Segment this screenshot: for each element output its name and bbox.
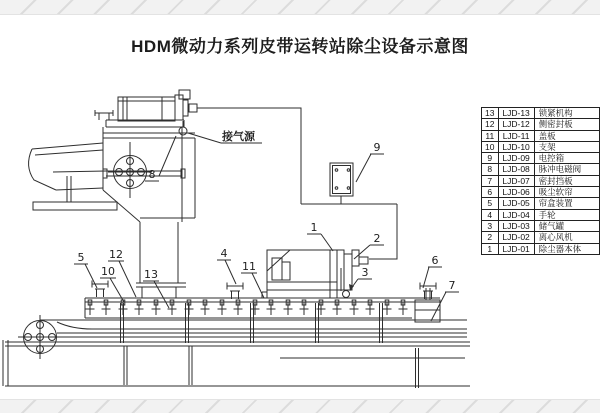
callout-6 [423, 254, 442, 288]
part-number-cell: 9 [482, 153, 499, 164]
svg-text:11: 11 [242, 260, 256, 273]
diagram-title: HDM微动力系列皮带运转站除尘设备示意图 [131, 37, 469, 56]
part-name-cell: 吸尘软帘 [534, 187, 599, 198]
part-number-cell: 4 [482, 209, 499, 220]
air-source-label: 接气源 [222, 130, 255, 143]
suction-curtain-wheel [420, 283, 436, 300]
hand-wheel [227, 283, 243, 300]
part-code-cell: LJD-13 [498, 108, 534, 119]
callout-11 [241, 260, 264, 298]
part-name-cell: 除尘器本体 [534, 243, 599, 254]
part-number-cell: 7 [482, 175, 499, 186]
callout-8 [145, 136, 176, 181]
part-code-cell: LJD-06 [498, 187, 534, 198]
callout-1 [307, 221, 333, 251]
part-code-cell: LJD-09 [498, 153, 534, 164]
part-number-cell: 1 [482, 243, 499, 254]
svg-text:3: 3 [361, 266, 369, 279]
part-code-cell: LJD-10 [498, 141, 534, 152]
part-name-cell: 储气罐 [534, 220, 599, 231]
part-name-cell: 脉冲电磁阀 [534, 164, 599, 175]
part-name-cell: 电控箱 [534, 153, 599, 164]
part-number-cell: 5 [482, 198, 499, 209]
part-code-cell: LJD-05 [498, 198, 534, 209]
part-code-cell: LJD-08 [498, 164, 534, 175]
part-code-cell: LJD-12 [498, 119, 534, 130]
part-code-cell: LJD-03 [498, 220, 534, 231]
part-number-cell: 10 [482, 141, 499, 152]
part-code-cell: LJD-11 [498, 130, 534, 141]
pulse-valve [175, 90, 197, 120]
control-box [330, 163, 353, 204]
callout-5 [74, 251, 97, 288]
svg-text:2: 2 [373, 232, 381, 245]
infeed-chute [28, 143, 117, 210]
part-number-cell: 3 [482, 220, 499, 231]
filter-box [95, 97, 184, 127]
part-code-cell: LJD-04 [498, 209, 534, 220]
part-code-cell: LJD-07 [498, 175, 534, 186]
svg-text:4: 4 [220, 247, 228, 260]
callout-2 [354, 232, 384, 259]
svg-text:9: 9 [373, 141, 381, 154]
callout-9 [356, 141, 384, 182]
part-number-cell: 12 [482, 119, 499, 130]
air-storage-tank [341, 268, 350, 298]
svg-text:8: 8 [148, 168, 156, 181]
svg-text:10: 10 [101, 265, 115, 278]
part-name-cell: 支架 [534, 141, 599, 152]
tail-pulley [18, 315, 62, 359]
part-name-cell: 帘盒装置 [534, 198, 599, 209]
svg-text:7: 7 [448, 279, 456, 292]
head-pulley [108, 142, 152, 198]
part-number-cell: 11 [482, 130, 499, 141]
part-number-cell: 6 [482, 187, 499, 198]
svg-text:13: 13 [144, 268, 158, 281]
part-name-cell: 离心风机 [534, 232, 599, 243]
part-name-cell: 锁紧机构 [534, 108, 599, 119]
part-code-cell: LJD-02 [498, 232, 534, 243]
callout-4 [217, 247, 236, 284]
part-name-cell: 密封挡板 [534, 175, 599, 186]
part-number-cell: 13 [482, 108, 499, 119]
svg-text:1: 1 [310, 221, 318, 234]
part-name-cell: 手轮 [534, 209, 599, 220]
dust-collector-body [262, 250, 337, 298]
belt-conveyor [3, 320, 470, 386]
part-code-cell: LJD-01 [498, 243, 534, 254]
svg-text:12: 12 [109, 248, 123, 261]
air-source-callout [179, 121, 262, 143]
part-name-cell: 盖板 [534, 130, 599, 141]
part-number-cell: 2 [482, 232, 499, 243]
svg-text:6: 6 [431, 254, 439, 267]
part-name-cell: 侧密封板 [534, 119, 599, 130]
svg-text:5: 5 [77, 251, 85, 264]
part-number-cell: 8 [482, 164, 499, 175]
